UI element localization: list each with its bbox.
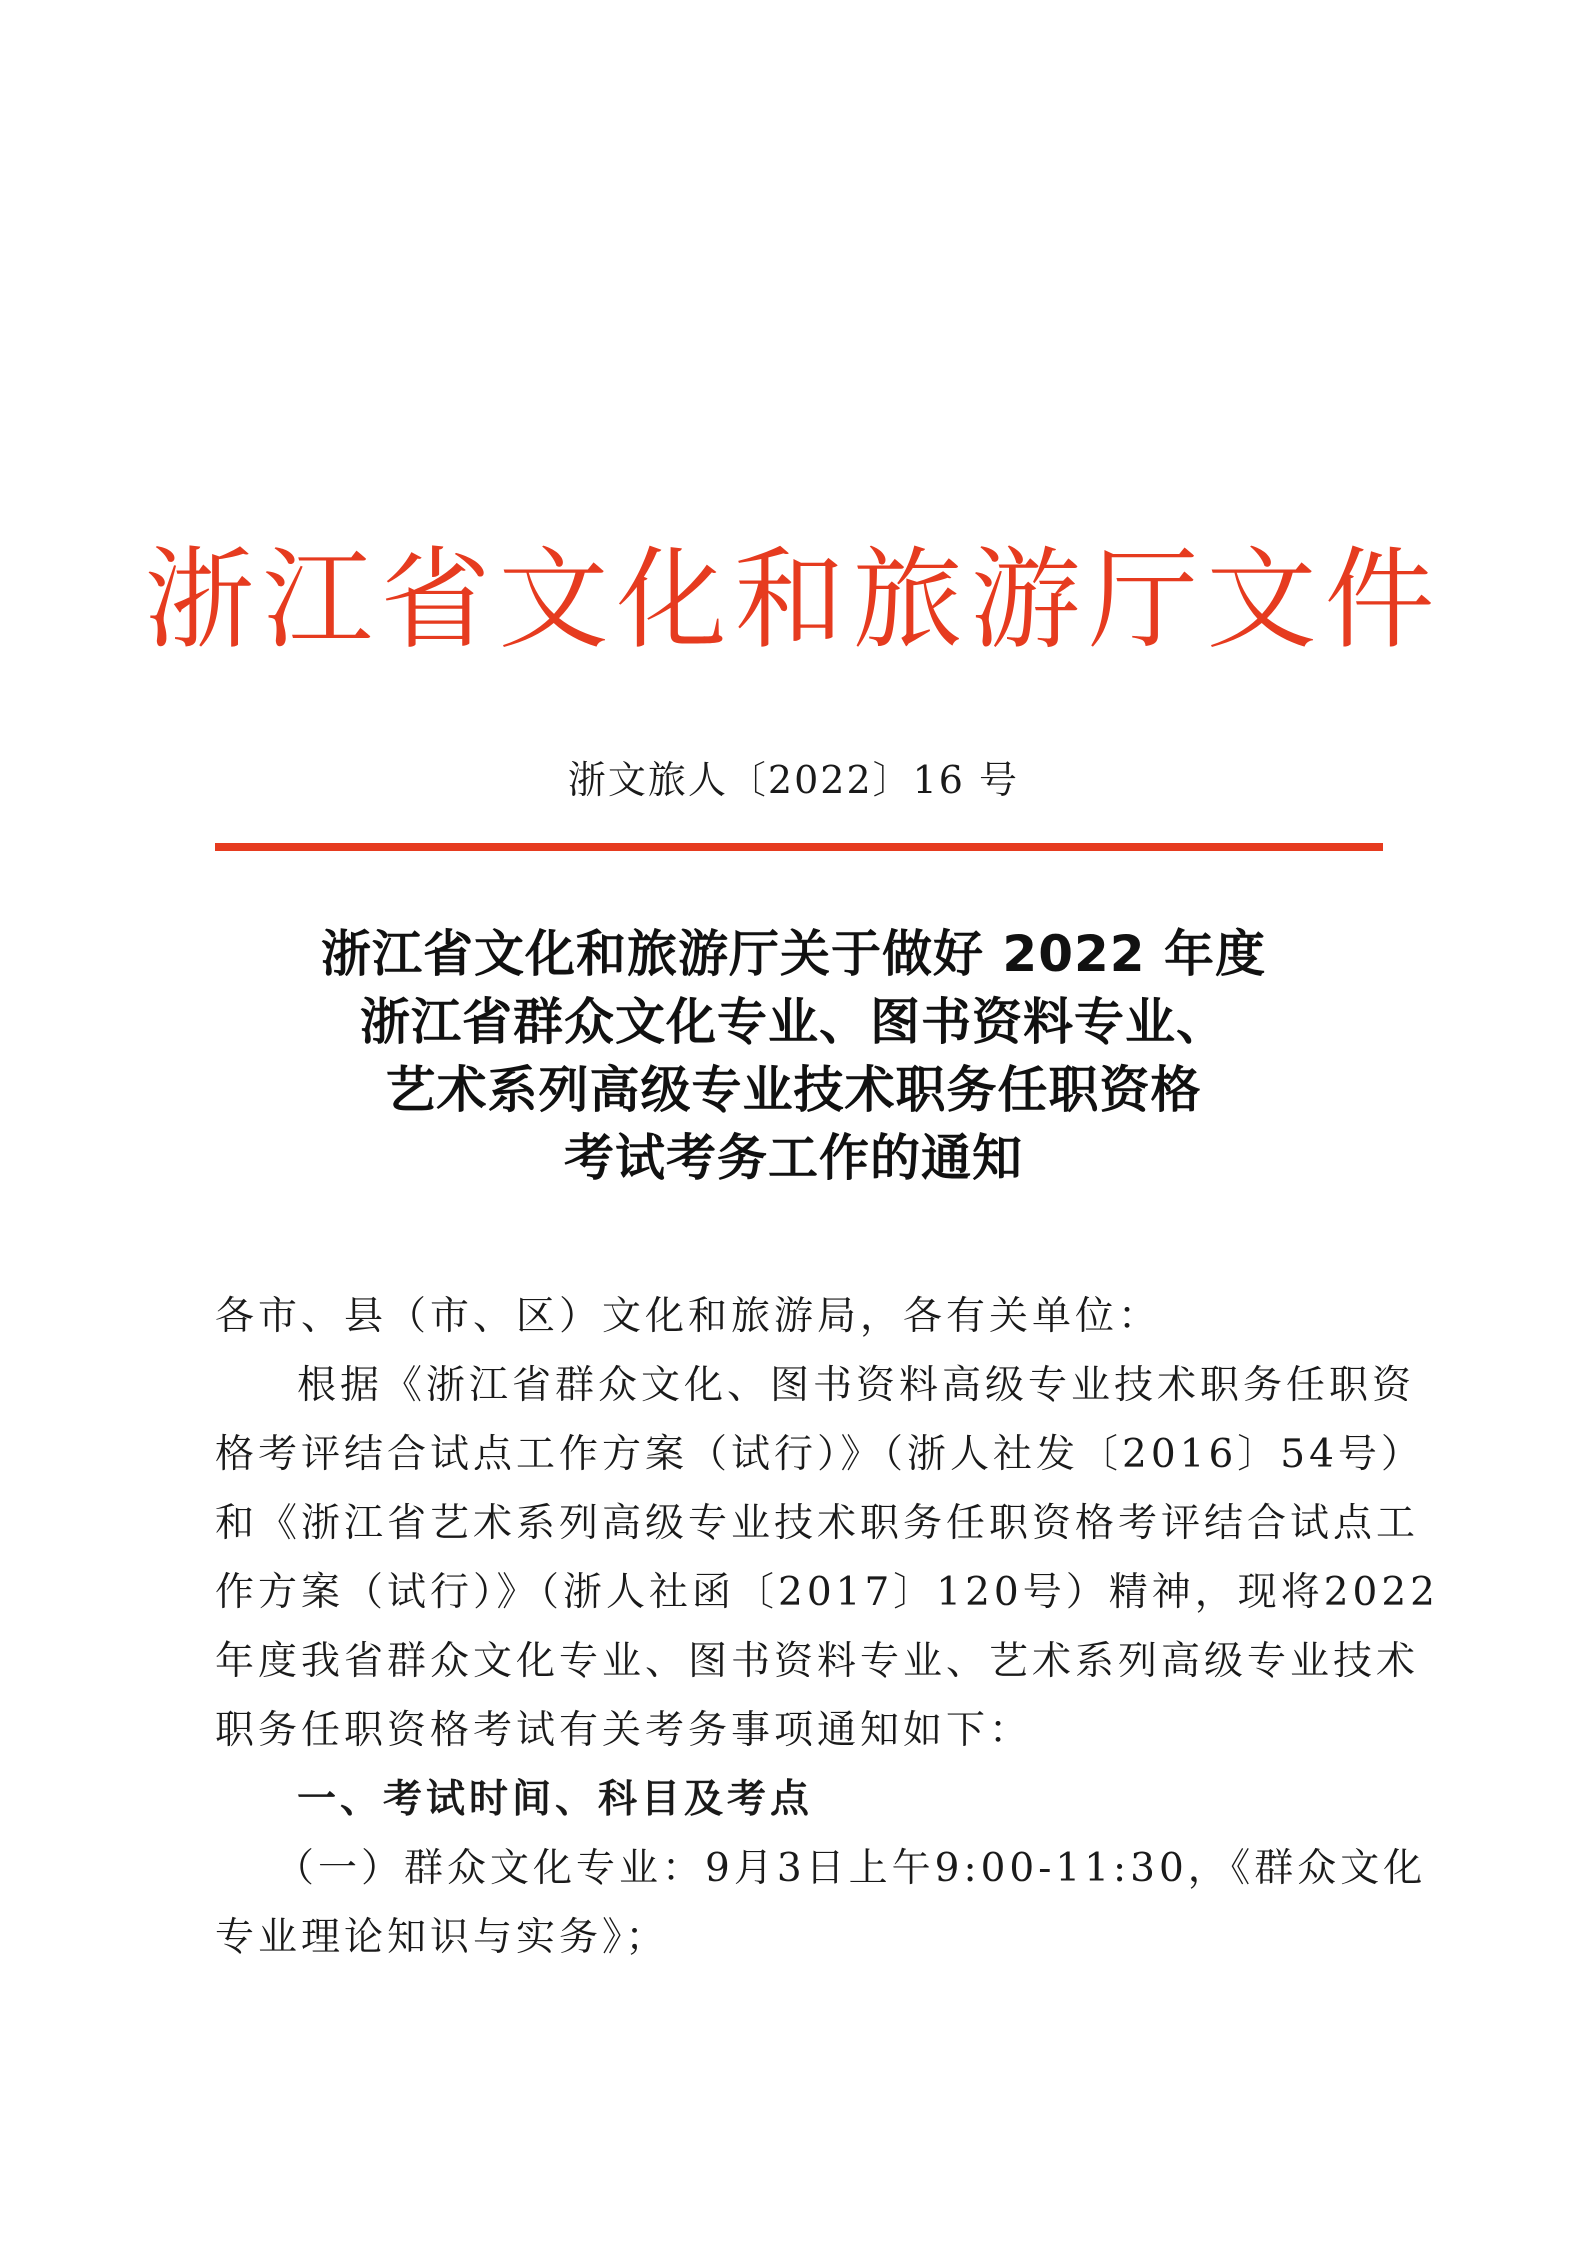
salutation: 各市、县（市、区）文化和旅游局，各有关单位： (215, 1294, 1162, 1339)
paragraph-line: 和《浙江省艺术系列高级专业技术职务任职资格考评结合试点工 (215, 1501, 1420, 1546)
paragraph-line: 职务任职资格考试有关考务事项通知如下： (215, 1708, 1033, 1753)
red-divider-line (215, 843, 1383, 851)
item-line: 专业理论知识与实务》； (215, 1915, 669, 1960)
paragraph-line: 作方案（试行）》（浙人社函〔2017〕120号）精神，现将2022 (215, 1570, 1439, 1615)
paragraph-line: 格考评结合试点工作方案（试行）》（浙人社发〔2016〕54号） (215, 1432, 1424, 1477)
notice-title-line-4: 考试考务工作的通知 (564, 1129, 1023, 1187)
item-line: （一）群众文化专业：9月3日上午9:00-11:30，《群众文化 (275, 1846, 1427, 1891)
document-header-title: 浙江省文化和旅游厅文件 (144, 536, 1443, 664)
section-heading: 一、考试时间、科目及考点 (297, 1777, 814, 1822)
notice-title-line-2: 浙江省群众文化专业、图书资料专业、 (360, 993, 1227, 1051)
paragraph-line: 根据《浙江省群众文化、图书资料高级专业技术职务任职资 (297, 1363, 1416, 1408)
notice-title-line-1: 浙江省文化和旅游厅关于做好 2022 年度 (321, 925, 1266, 983)
paragraph-line: 年度我省群众文化专业、图书资料专业、艺术系列高级专业技术 (215, 1639, 1420, 1684)
document-number: 浙文旅人〔2022〕16 号 (567, 758, 1020, 802)
notice-title-line-3: 艺术系列高级专业技术职务任职资格 (385, 1061, 1202, 1119)
notice-title (0, 920, 1587, 1192)
document-body (215, 1282, 1439, 1972)
